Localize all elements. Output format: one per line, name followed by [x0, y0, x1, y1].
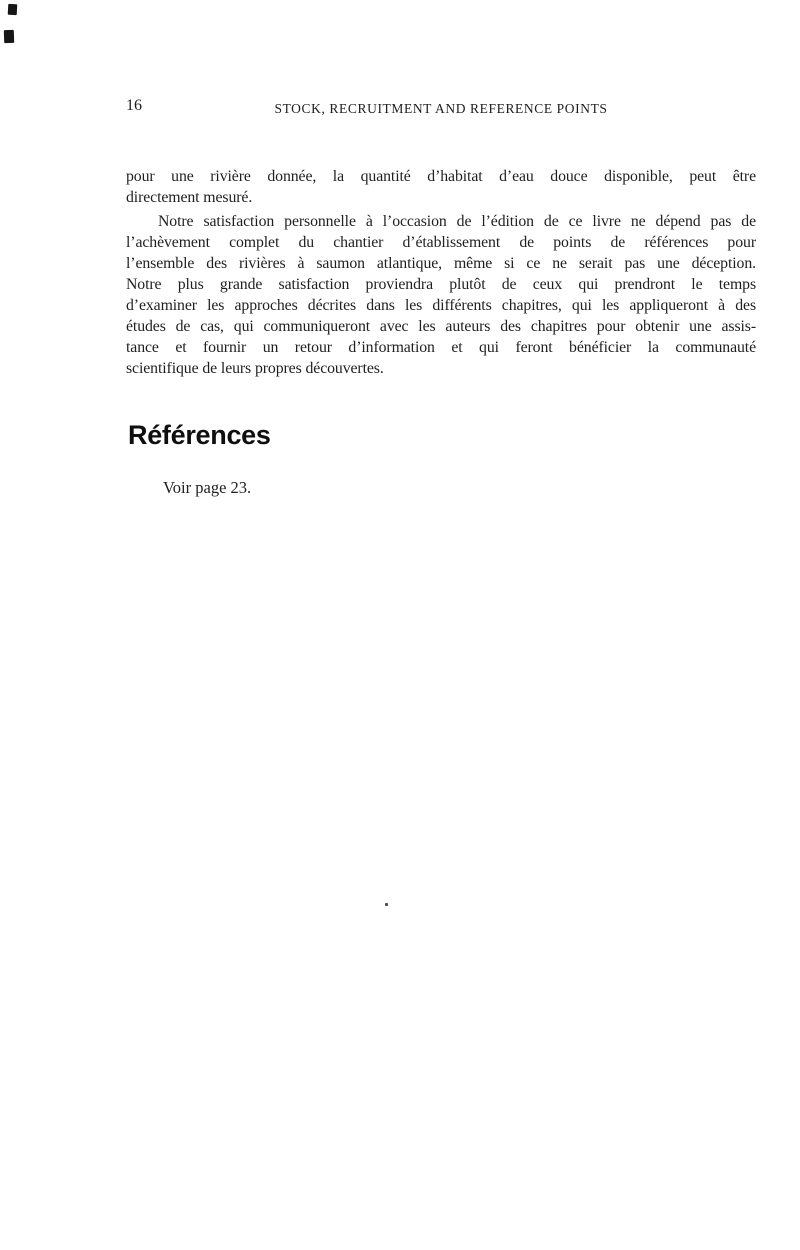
scan-artifact-dot — [385, 903, 388, 906]
body-text-line: scientifique de leurs propres découvertes. — [126, 360, 384, 377]
body-text-line: l’ensemble des rivières à saumon atlantique, même si ce ne serait pas une déception. — [126, 255, 756, 272]
body-text-line: Notre satisfaction personnelle à l’occasion de l’édition de ce livre ne dépend pas de — [158, 213, 756, 230]
paragraph-1 — [126, 166, 756, 208]
references-note: Voir page 23. — [163, 478, 252, 497]
body-text-line: tance et fournir un retour d’information et qui feront bénéficier la communauté — [126, 339, 756, 356]
body-text-line: études de cas, qui communiqueront avec les auteurs des chapitres pour obtenir une assis- — [126, 318, 756, 335]
scan-artifact-mark — [8, 4, 18, 15]
body-text-line: l’achèvement complet du chantier d’établissement de points de références pour — [126, 234, 756, 251]
scan-artifact-mark — [4, 30, 14, 43]
body-text-line: directement mesuré. — [126, 189, 253, 206]
running-title: STOCK, RECRUITMENT AND REFERENCE POINTS — [274, 101, 608, 116]
page-number: 16 — [126, 97, 142, 114]
body-text — [126, 166, 756, 379]
body-text-line: d’examiner les approches décrites dans les différents chapitres, qui les appliqueront à des — [126, 297, 756, 314]
body-text-line: pour une rivière donnée, la quantité d’habitat d’eau douce disponible, peut être — [126, 168, 756, 185]
running-head — [126, 100, 756, 118]
body-text-line: Notre plus grande satisfaction proviendra plutôt de ceux qui prendront le temps — [126, 276, 756, 293]
references-heading: Références — [128, 420, 271, 450]
paragraph-2 — [126, 211, 756, 379]
